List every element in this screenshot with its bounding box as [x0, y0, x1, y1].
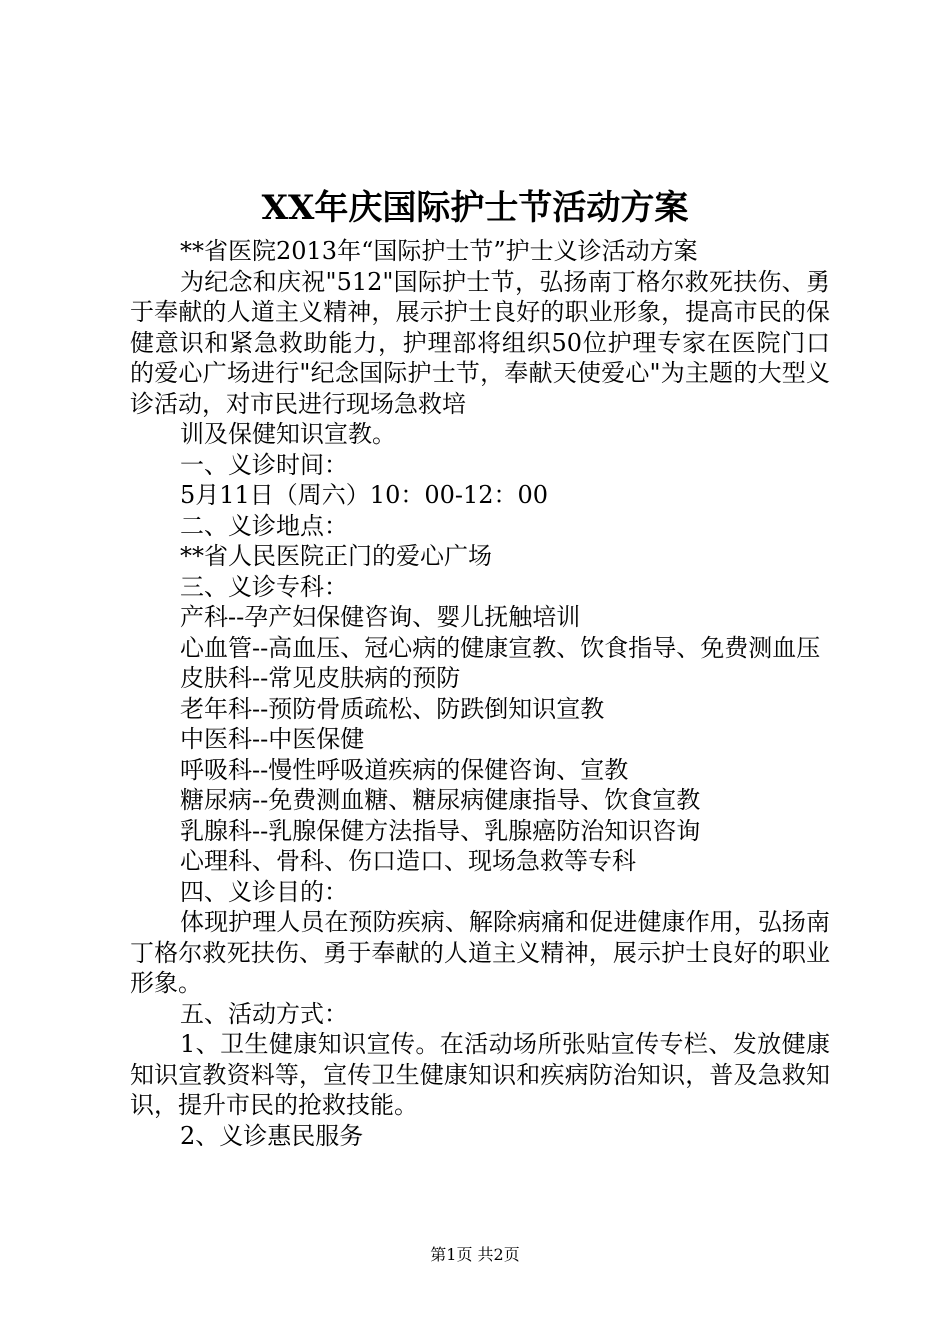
- document-title: XX年庆国际护士节活动方案: [261, 188, 689, 228]
- specialty-item: 皮肤科--常见皮肤病的预防: [180, 664, 461, 692]
- page-footer: 第1页 共2页: [430, 1245, 520, 1264]
- paragraph-location: **省人民医院正门的爱心广场: [180, 542, 492, 570]
- specialty-item: 老年科--预防骨质疏松、防跌倒知识宣教: [180, 694, 605, 723]
- specialty-item: 中医科--中医保健: [180, 725, 365, 753]
- paragraph-subtitle: **省医院2013年“国际护士节”护士义诊活动方案: [180, 237, 698, 265]
- specialty-item: 呼吸科--慢性呼吸道疾病的保健咨询、宣教: [180, 755, 629, 784]
- specialty-item: 产科--孕产妇保健咨询、婴儿抚触培训: [180, 603, 581, 631]
- paragraph-purpose: 体现护理人员在预防疾病、解除病痛和促进健康作用，弘扬南丁格尔救死扶伤、勇于奉献的人道主义精神，展示护士良好的职业形象。: [130, 908, 830, 997]
- heading-purpose: 四、义诊目的：: [180, 877, 348, 906]
- heading-method: 五、活动方式：: [180, 999, 348, 1028]
- specialty-item: 乳腺科--乳腺保健方法指导、乳腺癌防治知识咨询: [180, 816, 701, 845]
- heading-location: 二、义诊地点：: [180, 511, 348, 540]
- paragraph-intro: 为纪念和庆祝"512"国际护士节，弘扬南丁格尔救死扶伤、勇于奉献的人道主义精神，展示护士良好的职业形象，提高市民的保健意识和紧急救助能力，护理部将组织50位护理专家在医院门口的爱心广场进行"纪念国际护士节，奉献天使爱心"为主题的大型义诊活动，对市民进行现场急救培: [130, 267, 830, 418]
- specialty-item: 糖尿病--免费测血糖、糖尿病健康指导、饮食宣教: [180, 786, 701, 814]
- paragraph-intro-cont: 训及保健知识宣教。: [180, 420, 396, 448]
- heading-time: 一、义诊时间：: [180, 450, 348, 479]
- specialty-item: 心理科、骨科、伤口造口、现场急救等专科: [180, 847, 636, 875]
- paragraph-method-2: 2、义诊惠民服务: [180, 1121, 364, 1150]
- specialty-item: 心血管--高血压、冠心病的健康宣教、饮食指导、免费测血压: [180, 633, 821, 662]
- paragraph-time: 5月11日（周六）10：00-12：00: [180, 481, 549, 509]
- heading-specialties: 三、义诊专科：: [180, 572, 348, 601]
- paragraph-method-1: 1、卫生健康知识宣传。在活动场所张贴宣传专栏、发放健康知识宣教资料等，宣传卫生健康知识和疾病防治知识，普及急救知识，提升市民的抢救技能。: [130, 1030, 830, 1119]
- document-body: [130, 236, 830, 1151]
